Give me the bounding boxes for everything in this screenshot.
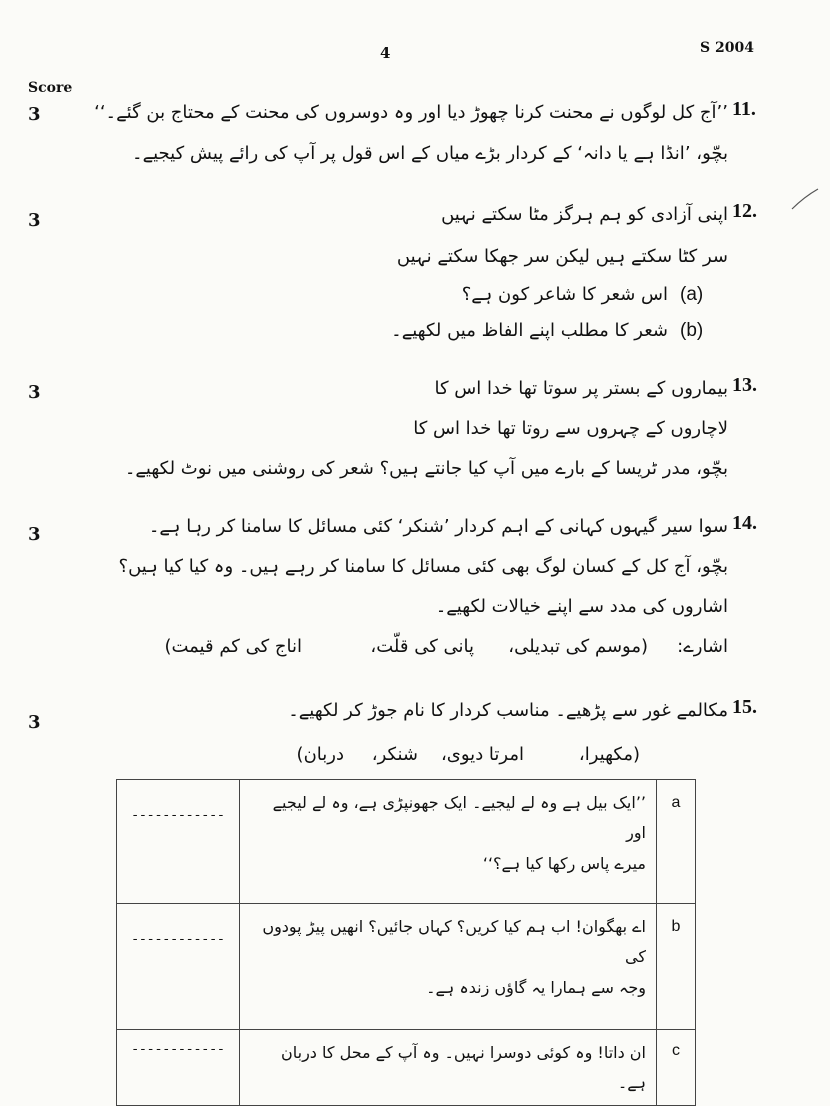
q15-character-1: (مکھیرا، [578,744,640,765]
row-letter-a: a [657,780,696,904]
dialogue-a-line-1: ’’ایک بیل ہے وہ لے لیجیے۔ ایک جھونپڑی ہے، وہ لے لیجیے اور [272,793,646,843]
q13-instruction: بچّو، مدر ٹریسا کے بارے میں آپ کیا جانتے ہیں؟ شعر کی روشنی میں نوٹ لکھیے۔ [124,458,728,479]
q14-line-1: سوا سیر گیہوں کہانی کے اہم کردار ’شنکر‘ کئی مسائل کا سامنا کر رہا ہے۔ [148,516,728,537]
answer-blank-b: ------------ [117,904,240,1030]
q14-hint-1: (موسم کی تبدیلی، [508,636,648,657]
table-row [117,780,696,904]
q15-character-2: امرتا دیوی، [440,744,524,765]
q12-verse-line-2: سر کٹا سکتے ہیں لیکن سر جھکا سکتے نہیں [396,246,728,267]
q12-option-a-letter: (a) [680,284,704,305]
dialogue-b [240,904,657,1030]
pen-stroke-mark [790,185,820,215]
q13-number: 13. [732,374,757,396]
dialogue-c-line-1: ان داتا! وہ کوئی دوسرا نہیں۔ وہ آپ کے محل کا دربان ہے۔ [280,1043,646,1093]
q13-verse-line-2: لاچاروں کے چہروں سے روتا تھا خدا اس کا [413,418,728,439]
paper-code: S 2004 [700,40,754,56]
q15-score: 3 [28,712,41,733]
score-column-label: Score [28,80,73,96]
q14-hints-label: اشارے: [677,636,728,657]
dialogue-a-line-2: میرے پاس رکھا کیا ہے؟‘‘ [482,853,646,873]
q11-number: 11. [732,98,756,120]
q12-option-b-letter: (b) [680,320,704,341]
q15-number: 15. [732,696,757,718]
table-row [117,1030,696,1106]
q12-option-a-text: اس شعر کا شاعر کون ہے؟ [461,284,668,305]
q13-verse-line-1: بیماروں کے بستر پر سوتا تھا خدا اس کا [434,378,728,399]
q15-matching-table [116,779,696,1106]
q14-line-3: اشاروں کی مدد سے اپنے خیالات لکھیے۔ [435,596,728,617]
row-letter-b: b [657,904,696,1030]
q12-score: 3 [28,210,41,231]
q15-character-3: شنکر، [371,744,418,765]
q12-option-b-text: شعر کا مطلب اپنے الفاظ میں لکھیے۔ [391,320,668,341]
page-number: 4 [380,44,391,62]
q12-number: 12. [732,200,757,222]
table-row [117,904,696,1030]
q14-line-2: بچّو، آج کل کے کسان لوگ بھی کئی مسائل کا سامنا کر رہے ہیں۔ وہ کیا کیا ہیں؟ [118,556,728,577]
q11-line-1: ’’آج کل لوگوں نے محنت کرنا چھوڑ دیا اور وہ دوسروں کی محنت کے محتاج بن گئے۔‘‘ [94,102,728,123]
dialogue-a [240,780,657,904]
q14-hint-3: اناج کی کم قیمت) [164,636,302,657]
q14-score: 3 [28,524,41,545]
q11-line-2: بچّو، ’انڈا ہے یا دانہ‘ کے کردار بڑے میاں کے اس قول پر آپ کی رائے پیش کیجیے۔ [132,143,728,164]
q15-character-4: دربان) [296,744,344,765]
answer-blank-c: ------------ [117,1030,240,1106]
q13-score: 3 [28,382,41,403]
q12-verse-line-1: اپنی آزادی کو ہم ہرگز مٹا سکتے نہیں [441,204,728,225]
dialogue-c [240,1030,657,1106]
dialogue-b-line-2: وجہ سے ہمارا یہ گاؤں زندہ ہے۔ [426,977,646,997]
dialogue-b-line-1: اے بھگوان! اب ہم کیا کریں؟ کہاں جائیں؟ انھیں پیڑ پودوں کی [262,917,646,967]
row-letter-c: c [657,1030,696,1106]
q14-number: 14. [732,512,757,534]
q15-instruction: مکالمے غور سے پڑھیے۔ مناسب کردار کا نام جوڑ کر لکھیے۔ [288,700,728,721]
q14-hint-2: پانی کی قلّت، [370,636,474,657]
q11-score: 3 [28,104,41,125]
answer-blank-a: ------------ [117,780,240,904]
